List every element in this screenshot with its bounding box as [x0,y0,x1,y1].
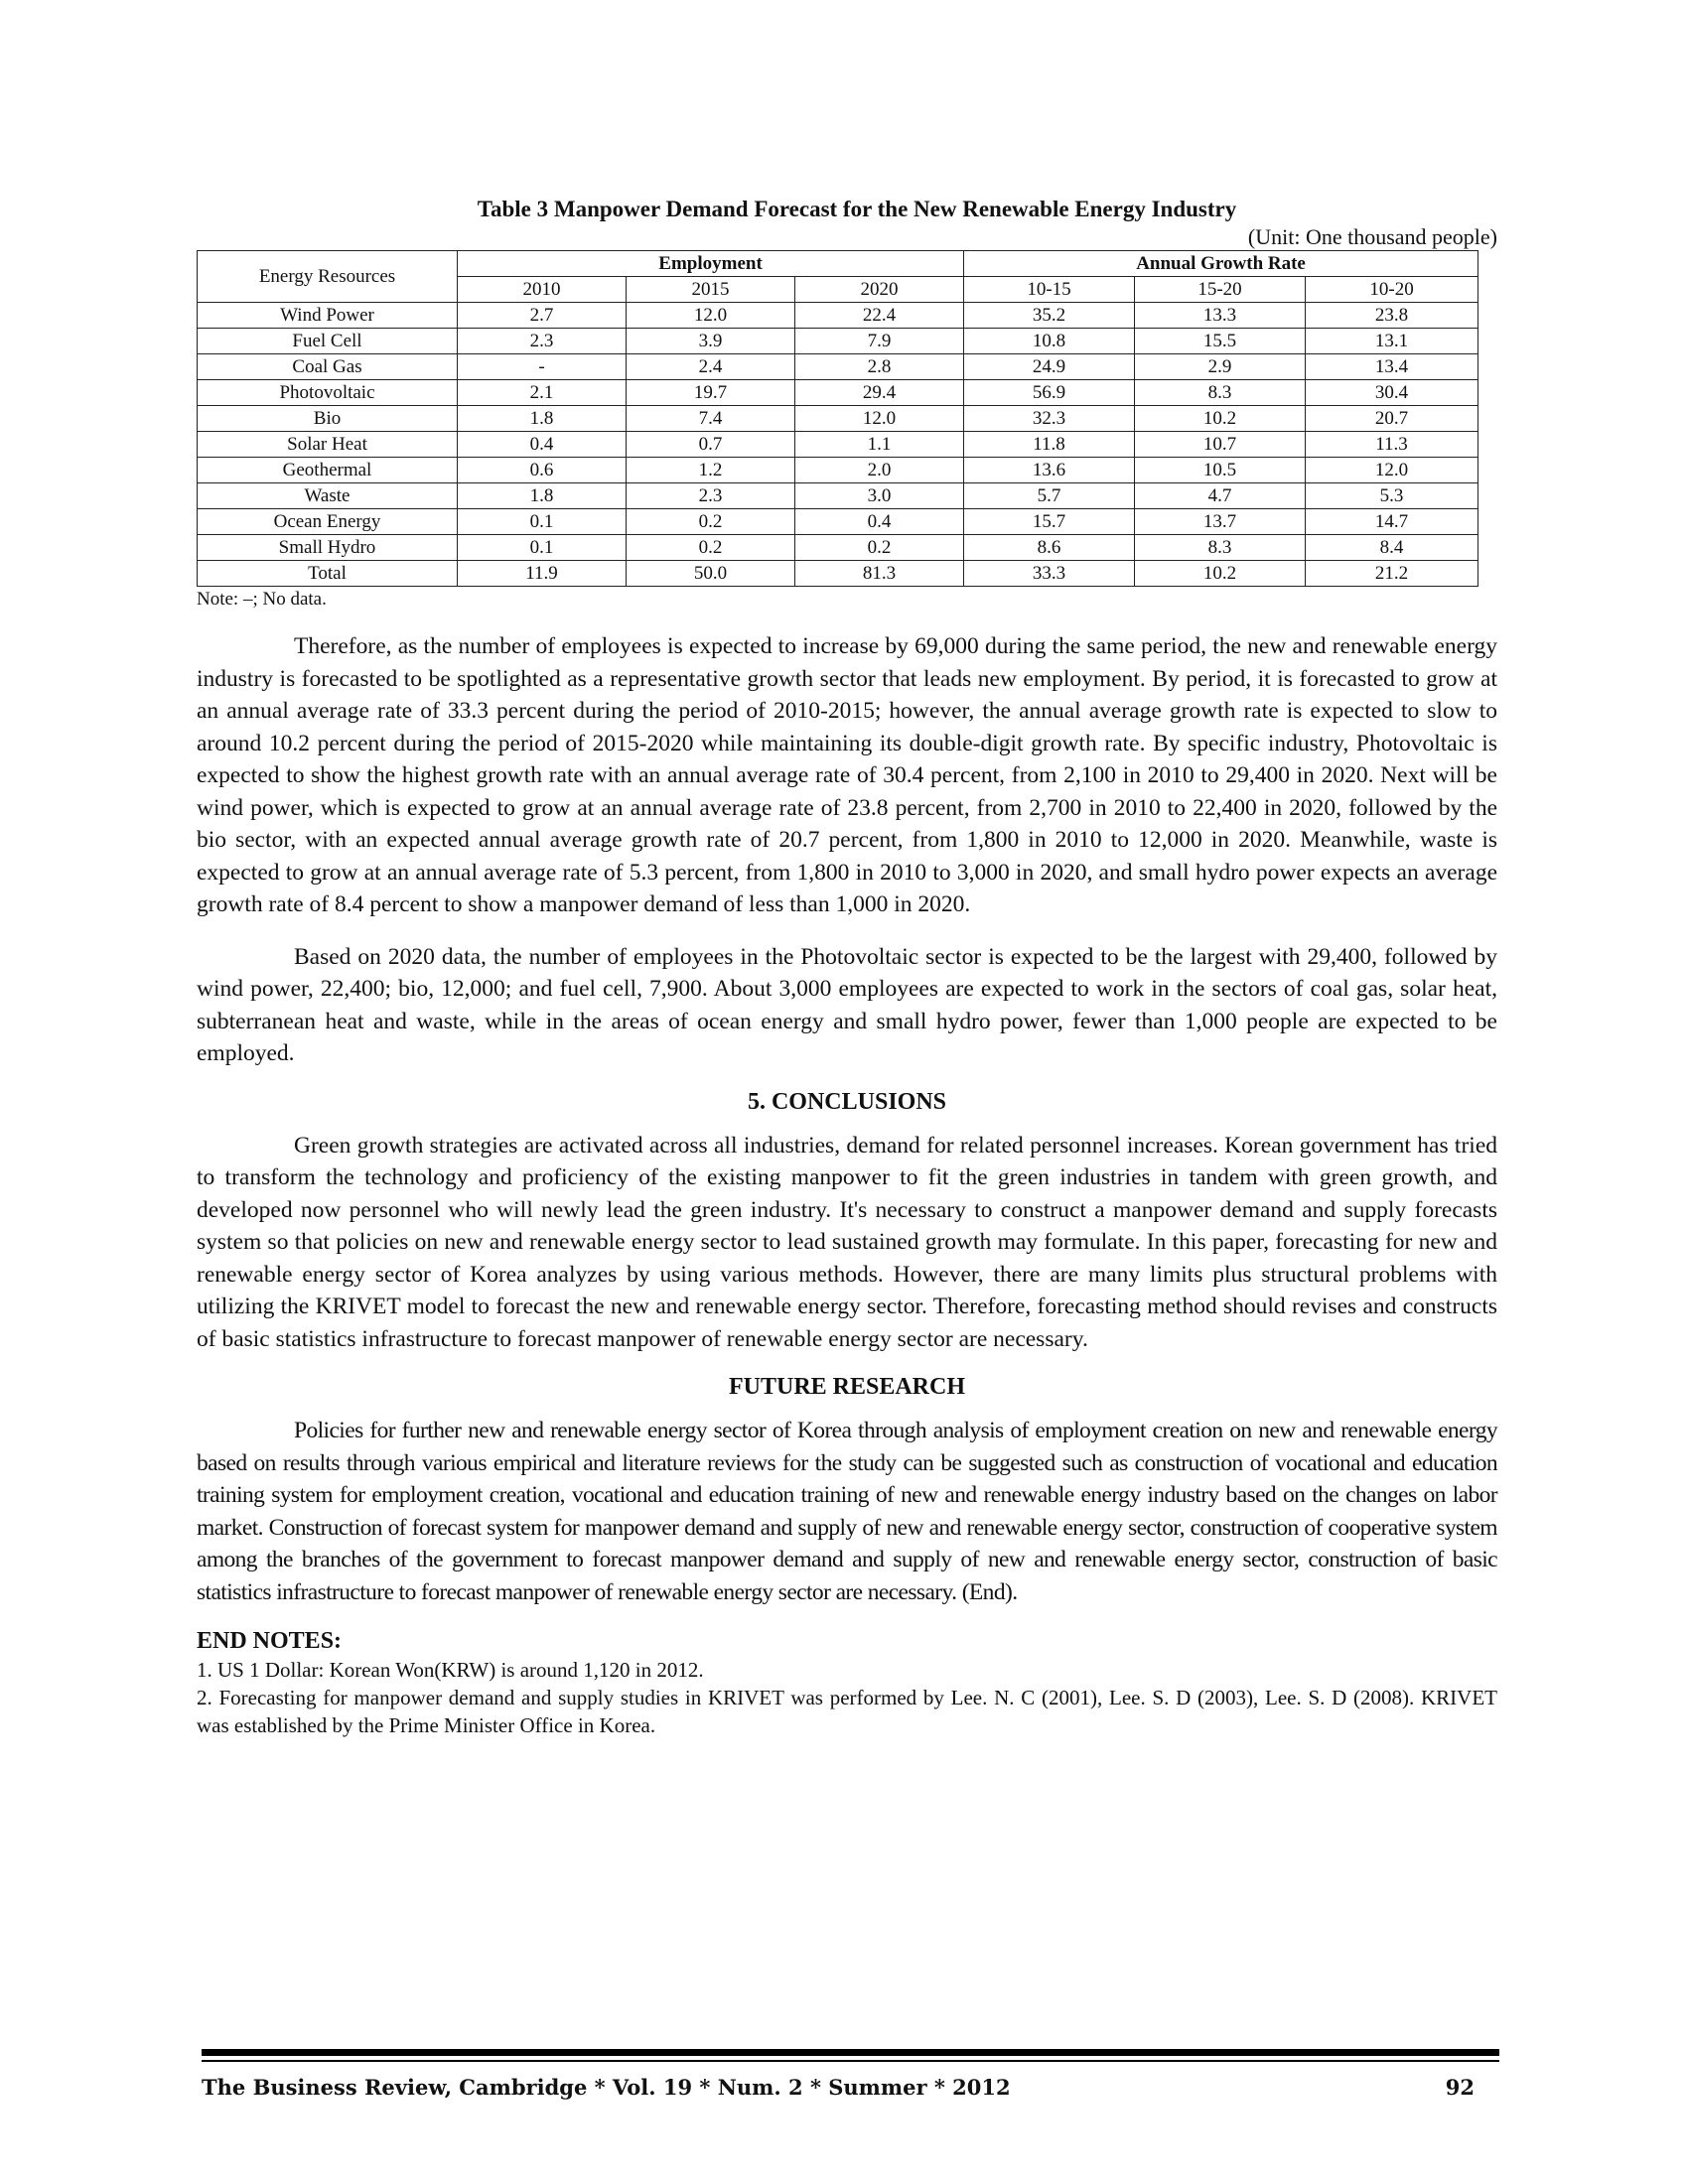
footer-rule-thin [202,2060,1499,2062]
table-row [198,406,1478,432]
row-label: Geothermal [198,458,458,483]
table-cell: 24.9 [964,354,1135,380]
table-cell: 8.3 [1135,535,1306,561]
endnotes-heading: END NOTES: [197,1628,343,1654]
table-cell: 5.7 [964,483,1135,509]
row-header: Energy Resources [198,251,458,303]
table-cell: 20.7 [1306,406,1478,432]
table-cell: 13.4 [1306,354,1478,380]
table-cell: 81.3 [795,561,964,587]
column-header: 15-20 [1135,277,1306,303]
future-research-heading: FUTURE RESEARCH [728,1374,966,1400]
table-cell: 2.0 [795,458,964,483]
table-cell: 10.5 [1135,458,1306,483]
table-cell: 7.4 [627,406,795,432]
table-row [198,432,1478,458]
conclusions-text: Green growth strategies are activated across all industries, demand for related personnel increases. Korean government has tried to transform the technology and proficiency of the existing manpower to fit the green industries in tandem with green growth, and developed now personnel who will newly lead the green industry. It's necessary to construct a manpower demand and supply forecasts system so that policies on new and renewable energy sector to lead sustained growth may formulate. In this paper, forecasting for new and renewable energy sector of Korea analyzes by using various methods. However, there are many limits plus structural problems with utilizing the KRIVET model to forecast the new and renewable energy sector. Therefore, forecasting method should revises and constructs of basic statistics infrastructure to forecast manpower of renewable energy sector are necessary. [197,1132,1497,1352]
table-cell: 10.2 [1135,406,1306,432]
table-row [198,354,1478,380]
table-cell: 30.4 [1306,380,1478,406]
table-cell: 10.7 [1135,432,1306,458]
table-cell: 19.7 [627,380,795,406]
table-cell: 22.4 [795,303,964,329]
table-cell: 29.4 [795,380,964,406]
future-research-text: Policies for further new and renewable energy sector of Korea through analysis of employment creation on new and renewable energy based on results through various empirical and literature reviews for the study can be suggested such as construction of vocational and education training system for employment creation, vocational and education training of new and renewable energy industry based on the changes on labor market. Construction of forecast system for manpower demand and supply of new and renewable energy sector, construction of cooperative system among the branches of the government to forecast manpower demand and supply of new and renewable energy sector, construction of basic statistics infrastructure to forecast manpower of renewable energy sector are necessary. (End). [197,1418,1497,1605]
table-cell: 32.3 [964,406,1135,432]
table-cell: 2.8 [795,354,964,380]
row-label: Photovoltaic [198,380,458,406]
endnote-item: 1. US 1 Dollar: Korean Won(KRW) is around 1,120 in 2012. [197,1658,704,1682]
table-cell: 33.3 [964,561,1135,587]
row-label: Coal Gas [198,354,458,380]
page-number: 92 [1445,2075,1475,2100]
table-unit: (Unit: One thousand people) [1247,224,1497,249]
table-cell: 2.7 [458,303,627,329]
conclusions-heading: 5. CONCLUSIONS [747,1088,947,1115]
paragraph-2020-data: Based on 2020 data, the number of employees in the Photovoltaic sector is expected to be the largest with 29,400, followed by wind power, 22,400; bio, 12,000; and fuel cell, 7,900. About 3,000 employees are expected to work in the sectors of coal gas, solar heat, subterranean heat and waste, while in the areas of ocean energy and small hydro power, fewer than 1,000 people are expected to be employed. [197,943,1497,1066]
row-label: Ocean Energy [198,509,458,535]
table-cell: 7.9 [795,329,964,354]
row-label: Fuel Cell [198,329,458,354]
table-cell: 56.9 [964,380,1135,406]
table-cell: 4.7 [1135,483,1306,509]
table-cell: 0.1 [458,509,627,535]
table-body [198,303,1478,587]
table-cell: 12.0 [627,303,795,329]
table-cell: 13.7 [1135,509,1306,535]
table-note: Note: –; No data. [197,589,327,610]
table-row [198,458,1478,483]
table-cell: 3.9 [627,329,795,354]
table-cell: 10.8 [964,329,1135,354]
table-cell: 14.7 [1306,509,1478,535]
table-cell: 1.1 [795,432,964,458]
table-row [198,329,1478,354]
endnote-item: 2. Forecasting for manpower demand and supply studies in KRIVET was performed by Lee. N. C (2001), Lee. S. D (2003), Lee. S. D (2008). KRIVET was established by the Prime Minister Office in Korea. [197,1686,1497,1737]
table-cell: 10.2 [1135,561,1306,587]
table-cell: 2.4 [627,354,795,380]
table-cell: 2.3 [458,329,627,354]
table-cell: 12.0 [795,406,964,432]
table-cell: 0.2 [795,535,964,561]
table-row [198,483,1478,509]
table-cell: 0.4 [795,509,964,535]
footer-rule [202,2049,1499,2056]
table-cell: - [458,354,627,380]
forecast-table [197,250,1478,587]
table-cell: 1.8 [458,483,627,509]
table-cell: 13.6 [964,458,1135,483]
table-cell: 1.8 [458,406,627,432]
table-cell: 13.3 [1135,303,1306,329]
table-cell: 0.7 [627,432,795,458]
row-label: Wind Power [198,303,458,329]
table-cell: 50.0 [627,561,795,587]
table-cell: 2.9 [1135,354,1306,380]
growth-group-header: Annual Growth Rate [964,251,1478,277]
row-label: Bio [198,406,458,432]
table-cell: 35.2 [964,303,1135,329]
row-label: Total [198,561,458,587]
table-cell: 2.3 [627,483,795,509]
table-cell: 11.9 [458,561,627,587]
table-row [198,509,1478,535]
row-label: Waste [198,483,458,509]
table-cell: 1.2 [627,458,795,483]
table-cell: 15.7 [964,509,1135,535]
row-label: Solar Heat [198,432,458,458]
table-cell: 2.1 [458,380,627,406]
table-cell: 8.6 [964,535,1135,561]
table-cell: 12.0 [1306,458,1478,483]
page-body [197,195,1497,1739]
table-title: Table 3 Manpower Demand Forecast for the New Renewable Energy Industry [477,197,1237,221]
table-cell: 0.4 [458,432,627,458]
table-cell: 11.8 [964,432,1135,458]
table-cell: 0.2 [627,535,795,561]
table-row [198,561,1478,587]
table-cell: 3.0 [795,483,964,509]
table-cell: 0.2 [627,509,795,535]
column-header: 2010 [458,277,627,303]
table-cell: 8.3 [1135,380,1306,406]
column-header: 2015 [627,277,795,303]
table-cell: 0.6 [458,458,627,483]
column-header: 10-20 [1306,277,1478,303]
table-cell: 8.4 [1306,535,1478,561]
paragraph-growth: Therefore, as the number of employees is expected to increase by 69,000 during the same period, the new and renewable energy industry is forecasted to be spotlighted as a representative growth sector that leads new employment. By period, it is forecasted to grow at an annual average rate of 33.3 percent during the period of 2010-2015; however, the annual average growth rate is expected to slow to around 10.2 percent during the period of 2015-2020 while maintaining its double-digit growth rate. By specific industry, Photovoltaic is expected to show the highest growth rate with an annual average rate of 30.4 percent, from 2,100 in 2010 to 29,400 in 2020. Next will be wind power, which is expected to grow at an annual average rate of 23.8 percent, from 2,700 in 2010 to 22,400 in 2020, followed by the bio sector, with an expected annual average growth rate of 20.7 percent, from 1,800 in 2010 to 12,000 in 2020. Meanwhile, waste is expected to grow at an annual average rate of 5.3 percent, from 1,800 in 2010 to 3,000 in 2020, and small hydro power expects an average growth rate of 8.4 percent to show a manpower demand of less than 1,000 in 2020. [197,633,1497,917]
table-row [198,380,1478,406]
table-cell: 21.2 [1306,561,1478,587]
table-cell: 15.5 [1135,329,1306,354]
table-row [198,303,1478,329]
table-cell: 13.1 [1306,329,1478,354]
table-row [198,535,1478,561]
journal-citation: The Business Review, Cambridge * Vol. 19 * Num. 2 * Summer * 2012 [202,2075,1011,2100]
table-cell: 0.1 [458,535,627,561]
column-header: 2020 [795,277,964,303]
row-label: Small Hydro [198,535,458,561]
table-cell: 5.3 [1306,483,1478,509]
column-header: 10-15 [964,277,1135,303]
table-cell: 11.3 [1306,432,1478,458]
table-cell: 23.8 [1306,303,1478,329]
employment-group-header: Employment [458,251,964,277]
